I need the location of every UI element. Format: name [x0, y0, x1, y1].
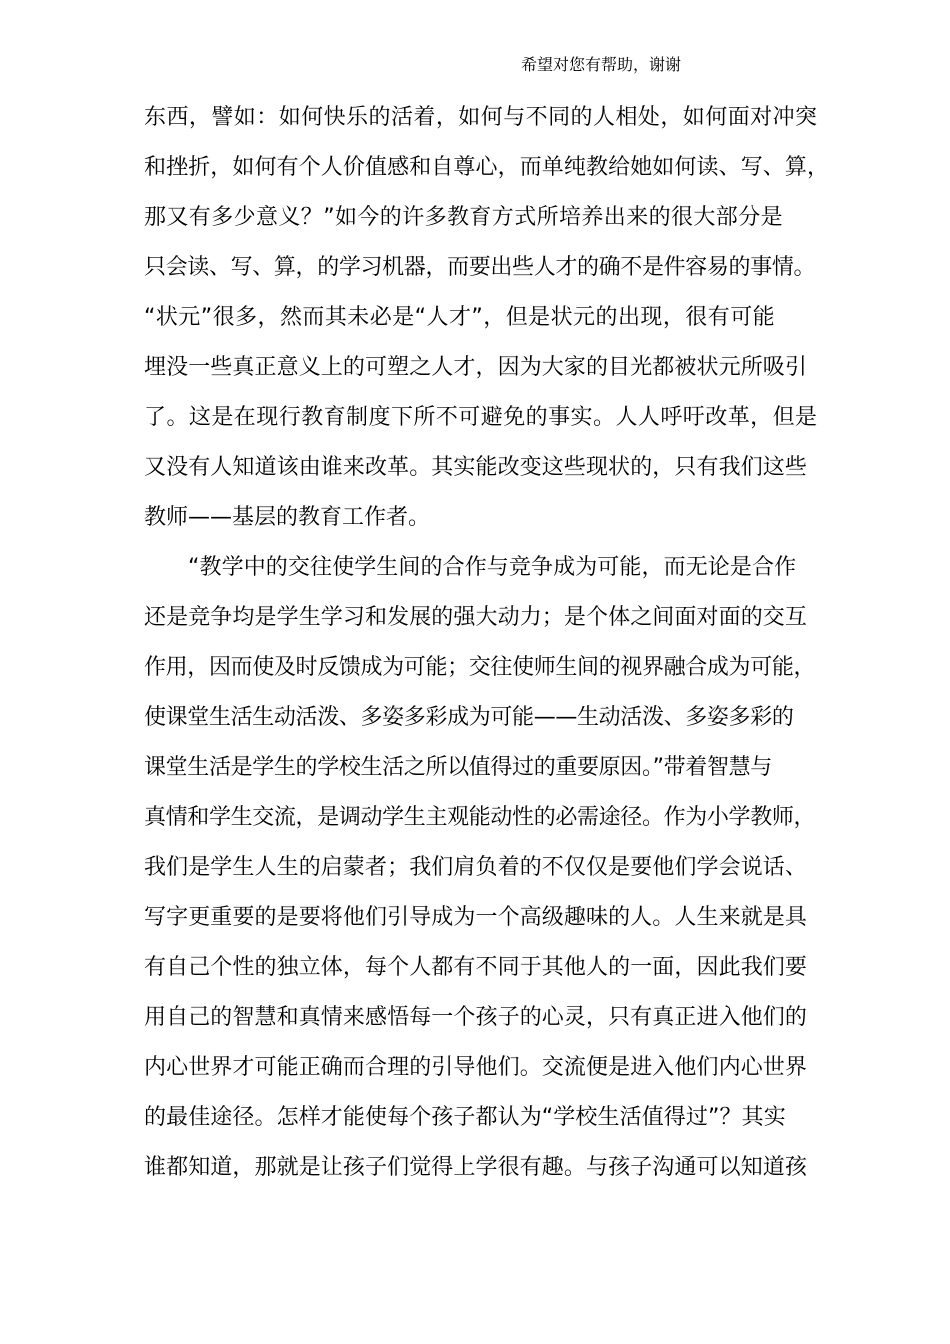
text-line: 还是竞争均是学生学习和发展的强大动力；是个体之间面对面的交互 — [144, 605, 808, 630]
text-line: 使课堂生活生动活泼、多姿多彩成为可能——生动活泼、多姿多彩的 — [144, 705, 794, 730]
page-header: 希望对您有帮助，谢谢 — [521, 55, 682, 74]
text-line: 谁都知道，那就是让孩子们觉得上学很有趣。与孩子沟通可以知道孩 — [144, 1155, 808, 1180]
text-line: 只会读、写、算，的学习机器，而要出些人才的确不是件容易的事情。 — [144, 255, 816, 280]
text-line: 又没有人知道该由谁来改革。其实能改变这些现状的，只有我们这些 — [144, 455, 808, 480]
text-line: 教师——基层的教育工作者。 — [144, 505, 431, 530]
text-line: 课堂生活是学生的学校生活之所以值得过的重要原因。”带着智慧与 — [144, 755, 772, 780]
text-line: 作用，因而使及时反馈成为可能；交往使师生间的视界融合成为可能， — [144, 655, 816, 680]
text-line: 那又有多少意义？”如今的许多教育方式所培养出来的很大部分是 — [144, 205, 783, 230]
text-line: 和挫折，如何有个人价值感和自尊心，而单纯教给她如何读、写、算， — [144, 155, 830, 180]
text-line: 东西，譬如：如何快乐的活着，如何与不同的人相处，如何面对冲突 — [144, 105, 818, 130]
text-line: 写字更重要的是要将他们引导成为一个高级趣味的人。人生来就是具 — [144, 905, 808, 930]
text-line: 有自己个性的独立体，每个人都有不同于其他人的一面，因此我们要 — [144, 955, 808, 980]
text-line: 了。这是在现行教育制度下所不可避免的事实。人人呼吁改革，但是 — [144, 405, 818, 430]
text-line: 埋没一些真正意义上的可塑之人才，因为大家的目光都被状元所吸引 — [144, 355, 808, 380]
text-line: 我们是学生人生的启蒙者；我们肩负着的不仅仅是要他们学会说话、 — [144, 855, 808, 880]
text-line: “教学中的交往使学生间的合作与竞争成为可能，而无论是合作 — [188, 555, 797, 580]
text-line: 的最佳途径。怎样才能使每个孩子都认为“学校生活值得过”？其实 — [144, 1105, 786, 1130]
text-line: 真情和学生交流，是调动学生主观能动性的必需途径。作为小学教师， — [144, 805, 816, 830]
text-line: “状元”很多，然而其未必是“人才”，但是状元的出现，很有可能 — [144, 305, 776, 330]
text-line: 用自己的智慧和真情来感悟每一个孩子的心灵，只有真正进入他们的 — [144, 1005, 808, 1030]
text-line: 内心世界才可能正确而合理的引导他们。交流便是进入他们内心世界 — [144, 1055, 808, 1080]
